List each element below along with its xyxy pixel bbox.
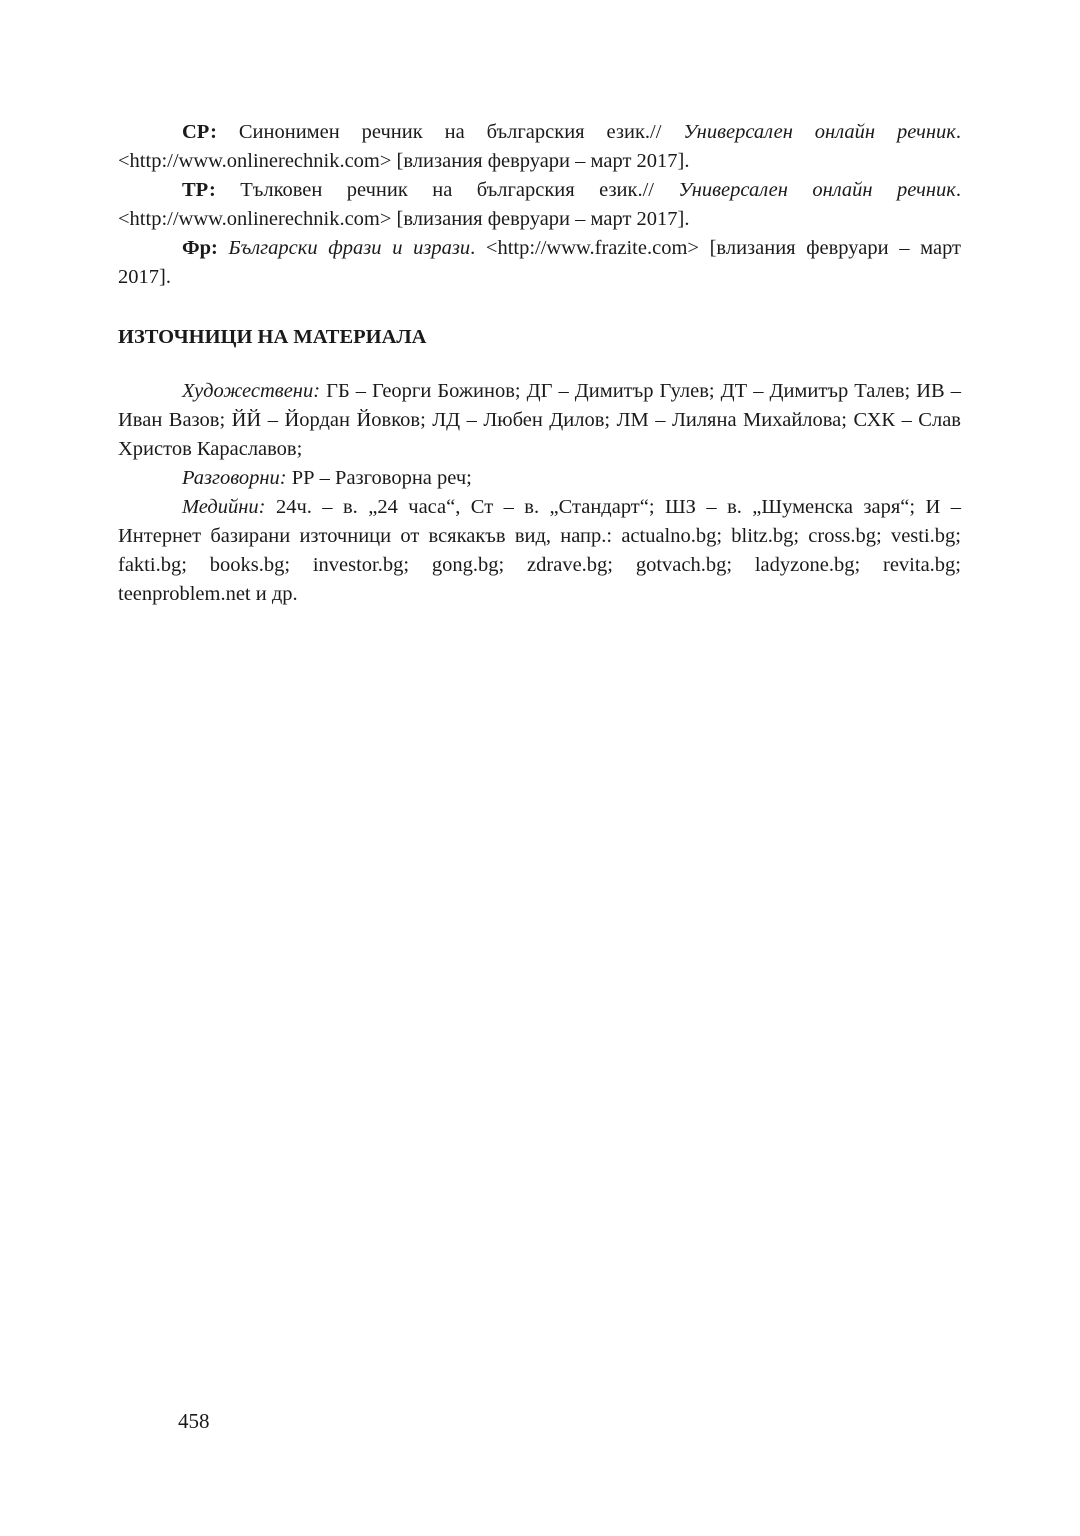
abbreviation-entry-tr — [118, 176, 961, 234]
source-entry-media — [118, 493, 961, 609]
abbreviation-rest: . <http://www.frazite.com> [влизания февруари – март 2017]. — [118, 237, 962, 288]
source-entry-fiction — [118, 377, 961, 464]
source-text: ГБ – Георги Божинов; ДГ – Димитър Гулев; ДТ – Димитър Талев; ИВ – Иван Вазов; ЙЙ – Йордан Йовков; ЛД – Любен Дилов; ЛМ – Лиляна Михайлова; СХК – Слав Христов Караславов; — [118, 380, 962, 460]
abbreviation-source: Универсален онлайн речник — [683, 121, 956, 143]
abbreviation-title: Синонимен речник на българския език.// — [238, 121, 662, 143]
abbreviation-rest: . <http://www.onlinerechnik.com> [влизания февруари – март 2017]. — [118, 121, 962, 172]
source-label: Разговорни: — [182, 467, 287, 489]
abbreviation-source: Универсален онлайн речник — [678, 179, 956, 201]
abbreviation-entry-sr — [118, 118, 961, 176]
page-body — [118, 118, 961, 609]
source-text: 24ч. – в. „24 часа“, Ст – в. „Стандарт“; ШЗ – в. „Шуменска заря“; И – Интернет базирани източници от всякакъв вид, напр.: actualno.bg; blitz.bg; cross.bg; vesti.bg; fakti.bg; books.bg; investor.bg; gong.bg; zdrave.bg; gotvach.bg; ladyzone.bg; revita.bg; teenproblem.net и др. — [118, 496, 961, 605]
source-label: Художествени: — [182, 380, 321, 402]
source-text: РР – Разговорна реч; — [291, 467, 472, 489]
abbreviation-source: Български фрази и изрази — [228, 237, 471, 259]
page-number: 458 — [178, 1409, 210, 1433]
abbreviation-rest: . <http://www.onlinerechnik.com> [влизания февруари – март 2017]. — [118, 179, 962, 230]
abbreviation-entry-fr — [118, 234, 961, 292]
abbreviation-key: ТР: — [182, 179, 216, 201]
source-label: Медийни: — [182, 496, 266, 518]
abbreviation-title: Тълковен речник на българския език.// — [240, 179, 654, 201]
abbreviation-key: СР: — [182, 121, 217, 143]
section-heading: ИЗТОЧНИЦИ НА МАТЕРИАЛА — [118, 326, 427, 348]
abbreviation-key: Фр: — [182, 237, 218, 259]
source-entry-colloquial — [118, 464, 961, 493]
